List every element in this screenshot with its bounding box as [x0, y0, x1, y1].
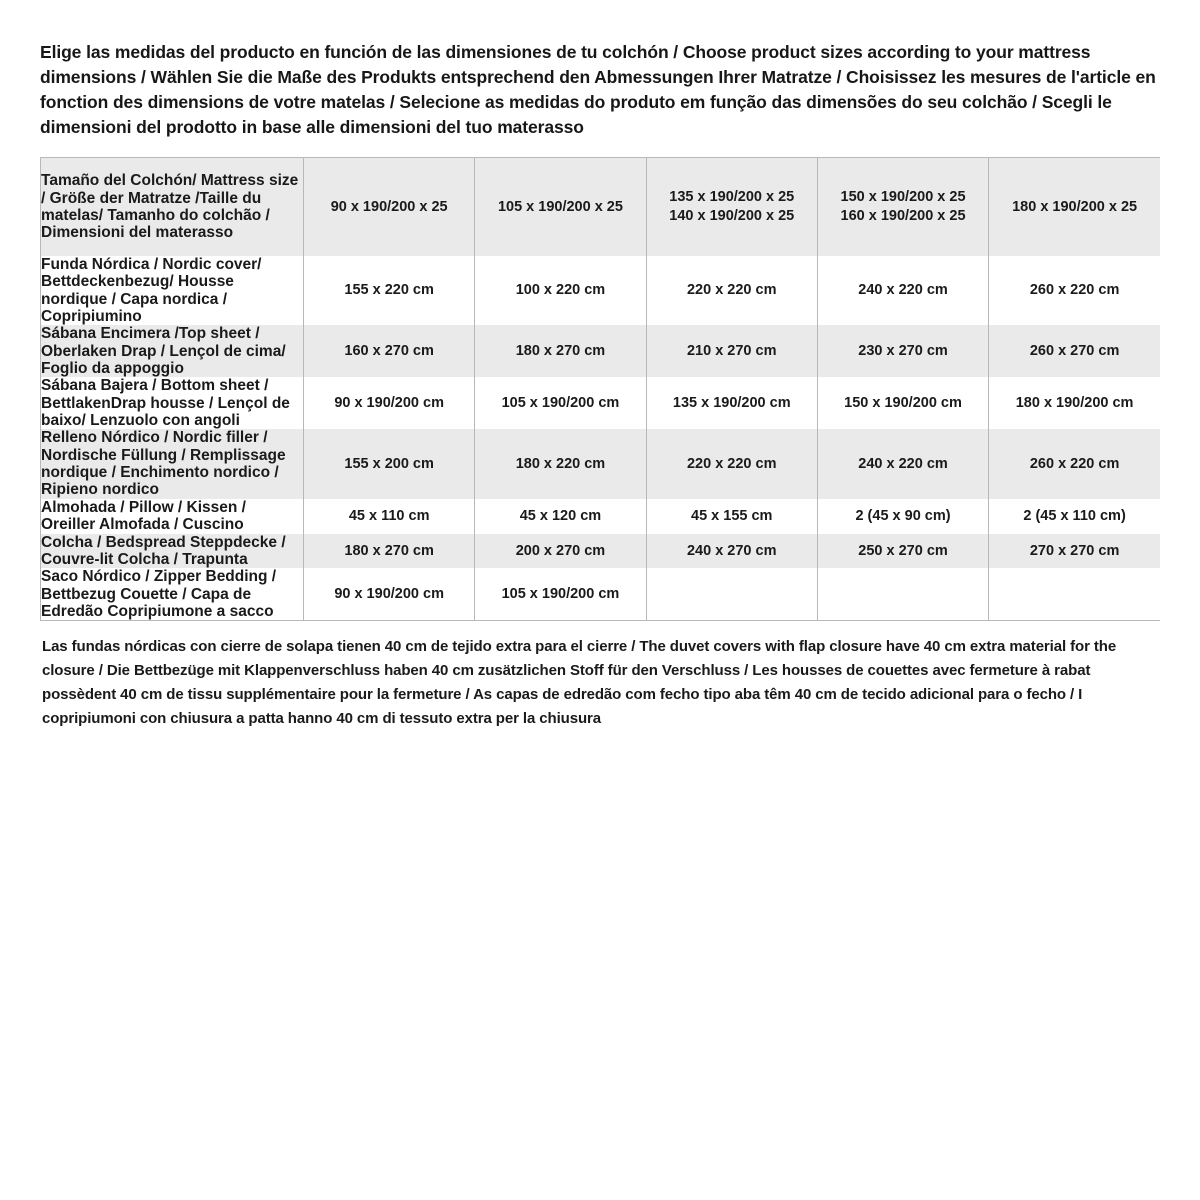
cell-nordic-cover-1: 155 x 220 cm [304, 256, 475, 325]
cell-top-sheet-5: 260 x 270 cm [989, 325, 1160, 377]
cell-bottom-sheet-1: 90 x 190/200 cm [304, 377, 475, 429]
cell-bedspread-1: 180 x 270 cm [304, 534, 475, 569]
cell-zipper-bedding-2: 105 x 190/200 cm [475, 568, 646, 621]
header-col-3-line-2: 140 x 190/200 x 25 [669, 208, 795, 225]
cell-zipper-bedding-1: 90 x 190/200 cm [304, 568, 475, 621]
table-row [41, 429, 1161, 498]
cell-bedspread-5: 270 x 270 cm [989, 534, 1160, 569]
cell-pillow-4: 2 (45 x 90 cm) [817, 499, 988, 534]
cell-bottom-sheet-4: 150 x 190/200 cm [817, 377, 988, 429]
cell-nordic-cover-4: 240 x 220 cm [817, 256, 988, 325]
header-col-4-line-1: 150 x 190/200 x 25 [840, 189, 966, 206]
intro-text: Elige las medidas del producto en función de las dimensiones de tu colchón / Choose product sizes according to your mattress dimensions / Wählen Sie die Maße des Produkts entsprechend den Abmessungen Ihrer Matratze / Choisissez les mesures de l'article en fonction des dimensions de votre matelas / Selecione as medidas do produto em função das dimensões do seu colchão / Scegli le dimensioni del prodotto in base alle dimensioni del tuo materasso [40, 42, 1156, 137]
header-row-label: Tamaño del Colchón/ Mattress size / Größe der Matratze /Taille du matelas/ Tamanho do colchão / Dimensioni del materasso [41, 158, 304, 256]
table-row [41, 377, 1161, 429]
header-col-5-line-1: 180 x 190/200 x 25 [1012, 198, 1138, 215]
row-label-pillow: Almohada / Pillow / Kissen / Oreiller Almofada / Cuscino [41, 499, 304, 534]
header-col-3 [646, 158, 817, 256]
header-col-1-line-1: 90 x 190/200 x 25 [330, 198, 448, 215]
cell-nordic-cover-3: 220 x 220 cm [646, 256, 817, 325]
header-col-3-line-1: 135 x 190/200 x 25 [669, 189, 795, 206]
row-label-top-sheet: Sábana Encimera /Top sheet / Oberlaken Drap / Lençol de cima/ Foglio da appoggio [41, 325, 304, 377]
cell-pillow-2: 45 x 120 cm [475, 499, 646, 534]
table-row [41, 568, 1161, 621]
header-col-5 [989, 158, 1160, 256]
cell-pillow-3: 45 x 155 cm [646, 499, 817, 534]
cell-zipper-bedding-5 [989, 568, 1160, 621]
cell-bedspread-3: 240 x 270 cm [646, 534, 817, 569]
mattress-size-table [40, 157, 1160, 621]
row-label-bedspread: Colcha / Bedspread Steppdecke / Couvre-lit Colcha / Trapunta [41, 534, 304, 569]
table-row [41, 325, 1161, 377]
header-col-1 [304, 158, 475, 256]
cell-nordic-filler-3: 220 x 220 cm [646, 429, 817, 498]
cell-nordic-cover-5: 260 x 220 cm [989, 256, 1160, 325]
cell-pillow-5: 2 (45 x 110 cm) [989, 499, 1160, 534]
cell-bedspread-2: 200 x 270 cm [475, 534, 646, 569]
cell-nordic-filler-2: 180 x 220 cm [475, 429, 646, 498]
cell-top-sheet-4: 230 x 270 cm [817, 325, 988, 377]
header-col-4 [817, 158, 988, 256]
table-row [41, 534, 1161, 569]
table-row [41, 256, 1161, 325]
cell-bottom-sheet-5: 180 x 190/200 cm [989, 377, 1160, 429]
cell-nordic-cover-2: 100 x 220 cm [475, 256, 646, 325]
header-col-2 [475, 158, 646, 256]
cell-bottom-sheet-2: 105 x 190/200 cm [475, 377, 646, 429]
header-col-4-line-2: 160 x 190/200 x 25 [840, 208, 966, 225]
table-header-row [41, 158, 1161, 256]
row-label-nordic-cover: Funda Nórdica / Nordic cover/ Bettdeckenbezug/ Housse nordique / Capa nordica / Copripiumino [41, 256, 304, 325]
cell-nordic-filler-1: 155 x 200 cm [304, 429, 475, 498]
row-label-bottom-sheet: Sábana Bajera / Bottom sheet / BettlakenDrap housse / Lençol de baixo/ Lenzuolo con angoli [41, 377, 304, 429]
table-body [41, 158, 1161, 621]
cell-top-sheet-3: 210 x 270 cm [646, 325, 817, 377]
cell-nordic-filler-5: 260 x 220 cm [989, 429, 1160, 498]
row-label-zipper-bedding: Saco Nórdico / Zipper Bedding / Bettbezug Couette / Capa de Edredão Copripiumone a sacco [41, 568, 304, 621]
header-col-2-line-1: 105 x 190/200 x 25 [497, 198, 623, 215]
cell-nordic-filler-4: 240 x 220 cm [817, 429, 988, 498]
cell-bedspread-4: 250 x 270 cm [817, 534, 988, 569]
table-row [41, 499, 1161, 534]
footnote-text: Las fundas nórdicas con cierre de solapa tienen 40 cm de tejido extra para el cierre / The duvet covers with flap closure have 40 cm extra material for the closure / Die Bettbezüge mit Klappenverschluss haben 40 cm zusätzlichen Stoff für den Verschluss / Les housses de couettes avec fermeture à rabat possèdent 40 cm de tissu supplémentaire pour la fermeture / As capas de edredão com fecho tipo aba têm 40 cm de tecido adicional para o fecho / I copripiumoni con chiusura a patta hanno 40 cm di tessuto extra per la chiusura [42, 638, 1117, 728]
cell-zipper-bedding-4 [817, 568, 988, 621]
cell-top-sheet-1: 160 x 270 cm [304, 325, 475, 377]
row-label-nordic-filler: Relleno Nórdico / Nordic filler / Nordische Füllung / Remplissage nordique / Enchimento nordico / Ripieno nordico [41, 429, 304, 498]
cell-top-sheet-2: 180 x 270 cm [475, 325, 646, 377]
cell-zipper-bedding-3 [646, 568, 817, 621]
cell-pillow-1: 45 x 110 cm [304, 499, 475, 534]
cell-bottom-sheet-3: 135 x 190/200 cm [646, 377, 817, 429]
